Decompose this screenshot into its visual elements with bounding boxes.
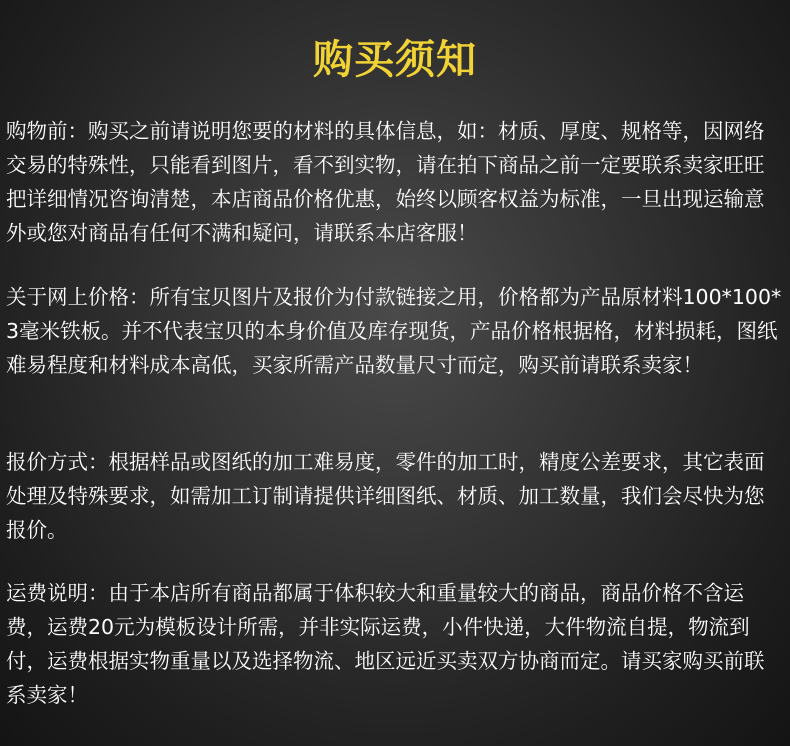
page-title: 购买须知 [313,37,477,83]
quotation-method-notice: 报价方式：根据样品或图纸的加工难易度，零件的加工时，精度公差要求，其它表面处理及特殊要求，如需加工订制请提供详细图纸、材质、加工数量，我们会尽快为您报价。 [6,450,765,542]
online-price-notice: 关于网上价格：所有宝贝图片及报价为付款链接之用，价格都为产品原材料100*100*3毫米铁板。并不代表宝贝的本身价值及库存现货，产品价格根据格，材料损耗，图纸难易程度和材料成本高低，买家所需产品数量尺寸而定，购买前请联系卖家！ [6,285,782,377]
shipping-notice: 运费说明：由于本店所有商品都属于体积较大和重量较大的商品，商品价格不含运费，运费20元为模板设计所需，并非实际运费，小件快递，大件物流自提，物流到付，运费根据实物重量以及选择物流、地区远近买卖双方协商而定。请买家购买前联系卖家！ [6,581,765,707]
pre-purchase-notice: 购物前：购买之前请说明您要的材料的具体信息，如：材质、厚度、规格等，因网络交易的特殊性，只能看到图片，看不到实物，请在拍下商品之前一定要联系卖家旺旺把详细情况咨询清楚，本店商品价格优惠，始终以顾客权益为标准，一旦出现运输意外或您对商品有任何不满和疑问，请联系本店客服！ [6,119,765,245]
